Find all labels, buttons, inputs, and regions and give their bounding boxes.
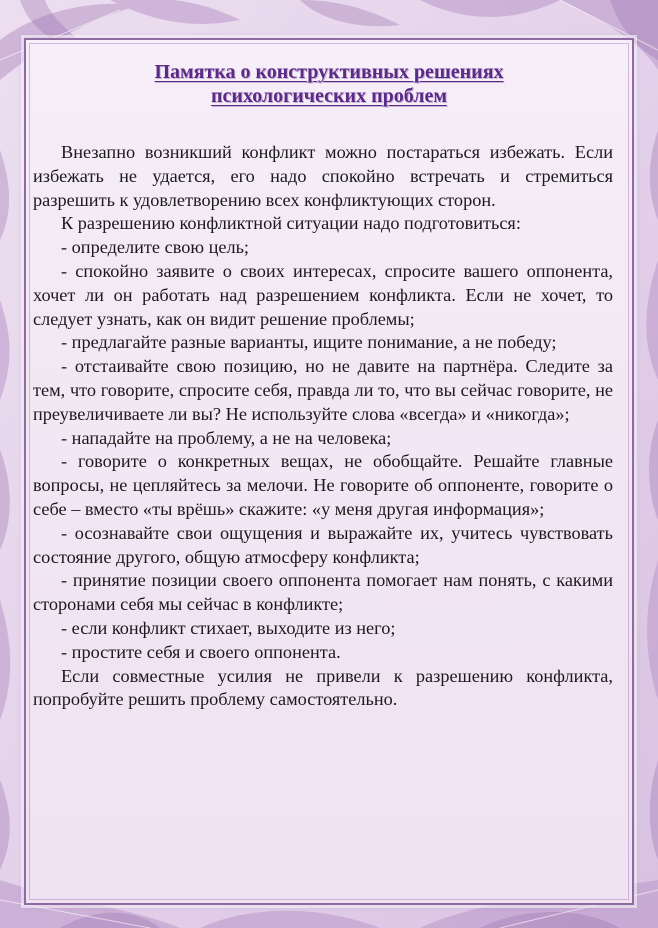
paragraph-intro: Внезапно возникший конфликт можно постараться избежать. Если избежать не удается, его надо спокойно встречать и стремиться разрешить к удовлетворению всех конфликтующих сторон. (33, 142, 613, 210)
list-item-interests: - спокойно заявите о своих интересах, спросите вашего оппонента, хочет ли он работать над разрешением конфликта. Если не хочет, то следует узнать, как он видит решение проблемы; (33, 260, 613, 329)
memo-body (33, 141, 613, 712)
page-title (24, 60, 634, 108)
list-item-exit: - если конфликт стихает, выходите из него; (61, 617, 396, 638)
list-item-feelings: - осознавайте свои ощущения и выражайте их, учитесь чувствовать состояние другого, общую атмосферу конфликта; (33, 522, 613, 567)
paragraph-conclusion: Если совместные усилия не привели к разрешению конфликта, попробуйте решить проблему самостоятельно. (33, 665, 613, 710)
list-item-options: - предлагайте разные варианты, ищите понимание, а не победу; (61, 332, 557, 353)
paragraph-prepare: К разрешению конфликтной ситуации надо подготовиться: (61, 213, 521, 234)
title-line-2: психологических проблем (211, 85, 447, 107)
title-line-1: Памятка о конструктивных решениях (154, 61, 504, 83)
list-item-attack-problem: - нападайте на проблему, а не на человека; (61, 427, 392, 448)
list-item-concrete: - говорите о конкретных вещах, не обобщайте. Решайте главные вопросы, не цепляйтесь за мелочи. Не говорите об оппоненте, говорите о себе – вместо «ты врёшь» скажите: «у меня другая информация»; (33, 451, 613, 519)
list-item-accept-position: - принятие позиции своего оппонента помогает нам понять, с какими сторонами себя мы сейчас в конфликте; (33, 570, 613, 615)
list-item-goal: - определите свою цель; (61, 237, 250, 258)
list-item-position: - отстаивайте свою позицию, но не давите на партнёра. Следите за тем, что говорите, спросите себя, правда ли то, что вы сейчас говорите, не преувеличиваете ли вы? Не используйте слова «всегда» и «никогда»; (33, 356, 613, 424)
list-item-forgive: - простите себя и своего оппонента. (61, 641, 341, 662)
